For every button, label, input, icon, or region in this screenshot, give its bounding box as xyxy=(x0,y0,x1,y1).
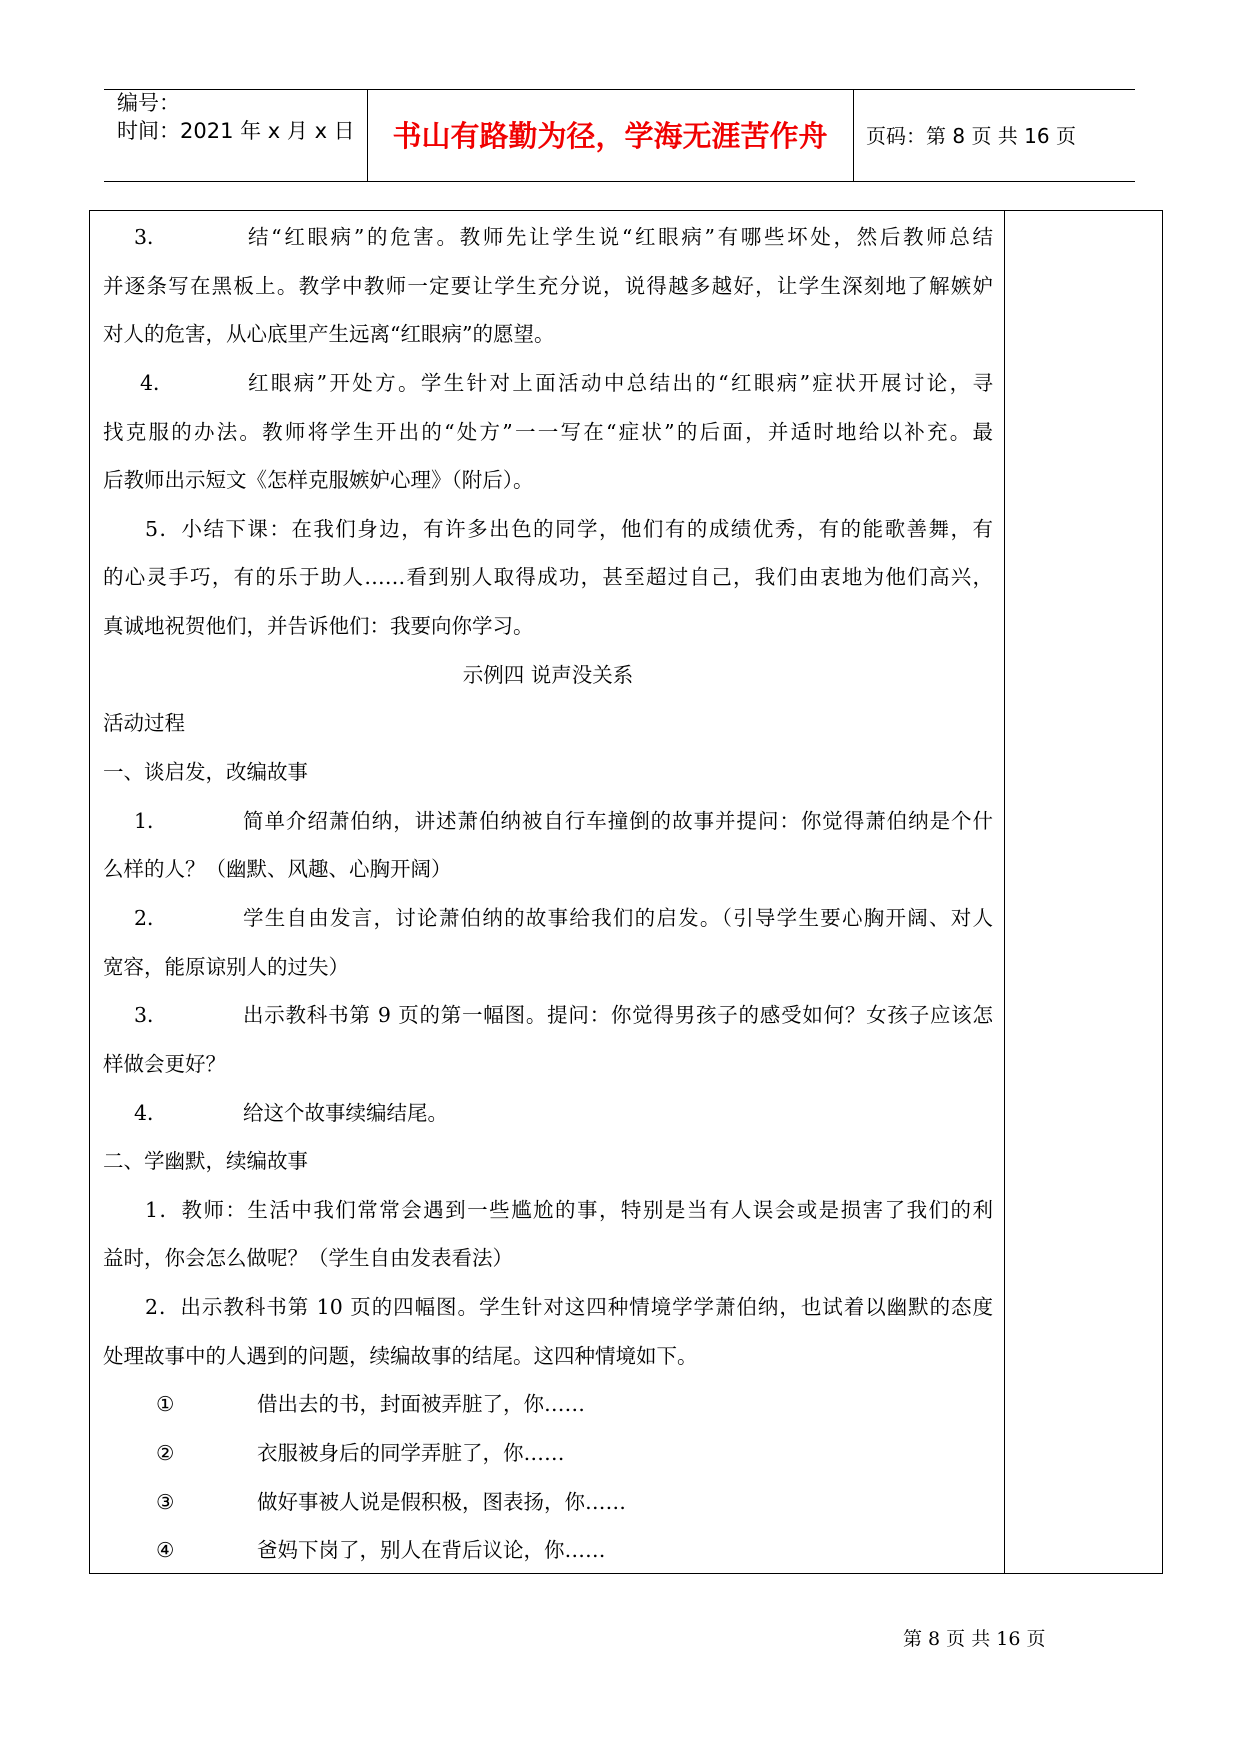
item-number: 4． xyxy=(134,1100,168,1125)
section-heading: 二、学幽默，续编故事 xyxy=(103,1149,308,1174)
header-top-rule xyxy=(104,89,1135,90)
situation-item xyxy=(103,1429,993,1478)
paragraph-line xyxy=(103,894,993,943)
process-label: 活动过程 xyxy=(103,711,185,736)
circled-number: ④ xyxy=(156,1538,175,1563)
example-title: 示例四 说声没关系 xyxy=(462,662,634,687)
paragraph-text: 5．小结下课：在我们身边，有许多出色的同学，他们有的成绩优秀，有的能歌善舞，有 xyxy=(145,516,993,541)
situation-item xyxy=(103,1478,993,1527)
paragraph-line: 益时，你会怎么做呢？（学生自由发表看法） xyxy=(103,1246,513,1271)
paragraph-line xyxy=(103,213,993,262)
paragraph-text: 红眼病”开处方。学生针对上面活动中总结出的“红眼病”症状开展讨论，寻 xyxy=(248,370,993,395)
item-number: 3． xyxy=(134,1003,168,1028)
motto-title: 书山有路勤为径，学海无涯苦作舟 xyxy=(392,119,828,153)
page-number-label: 页码：第 8 页 共 16 页 xyxy=(866,124,1076,148)
paragraph-line: 宽容，能原谅别人的过失） xyxy=(103,954,349,979)
item-number: 2． xyxy=(134,905,168,930)
date-label: 时间：2021 年 x 月 x 日 xyxy=(117,119,355,143)
paragraph-line: 对人的危害，从心底里产生远离“红眼病”的愿望。 xyxy=(103,322,555,347)
paragraph-line: 处理故事中的人遇到的问题，续编故事的结尾。这四种情境如下。 xyxy=(103,1343,698,1368)
serial-number-label: 编号： xyxy=(117,91,180,115)
paragraph-line: 样做会更好？ xyxy=(103,1051,226,1076)
paragraph-line xyxy=(103,797,993,846)
paragraph-line xyxy=(103,1283,993,1332)
paragraph-text: 给这个故事续编结尾。 xyxy=(243,1100,448,1125)
paragraph-line: 的心灵手巧，有的乐于助人……看到别人取得成功，甚至超过自己，我们由衷地为他们高兴， xyxy=(103,565,993,590)
section-heading: 一、谈启发，改编故事 xyxy=(103,760,308,785)
paragraph-text: 2．出示教科书第 10 页的四幅图。学生针对这四种情境学学萧伯纳，也试着以幽默的态度 xyxy=(145,1295,993,1320)
paragraph-text: 1．教师：生活中我们常常会遇到一些尴尬的事，特别是当有人误会或是损害了我们的利 xyxy=(145,1197,993,1222)
lesson-content xyxy=(103,213,993,1575)
paragraph-text: 学生自由发言，讨论萧伯纳的故事给我们的启发。（引导学生要心胸开阔、对人 xyxy=(243,905,993,930)
paragraph-line xyxy=(103,1186,993,1235)
circled-number: ② xyxy=(156,1441,175,1466)
paragraph-line: 后教师出示短文《怎样克服嫉妒心理》（附后）。 xyxy=(103,468,534,493)
paragraph-text: 简单介绍萧伯纳，讲述萧伯纳被自行车撞倒的故事并提问：你觉得萧伯纳是个什 xyxy=(243,808,993,833)
item-number: 3． xyxy=(134,225,168,249)
page-footer: 第 8 页 共 16 页 xyxy=(903,1628,1046,1650)
situation-text: 爸妈下岗了，别人在背后议论，你…… xyxy=(257,1538,606,1563)
paragraph-line: 找克服的办法。教师将学生开出的“处方”一一写在“症状”的后面，并适时地给以补充。最 xyxy=(103,419,993,444)
paragraph-line xyxy=(103,991,993,1040)
item-number: 1． xyxy=(134,808,168,833)
paragraph-line xyxy=(103,1089,993,1138)
notes-column-divider xyxy=(1004,211,1005,1573)
situation-item xyxy=(103,1380,993,1429)
situation-text: 借出去的书，封面被弄脏了，你…… xyxy=(257,1392,585,1417)
item-number: 4． xyxy=(140,370,174,395)
paragraph-line: 真诚地祝贺他们，并告诉他们：我要向你学习。 xyxy=(103,614,534,639)
paragraph-text: 结“红眼病”的危害。教师先让学生说“红眼病”有哪些坏处，然后教师总结 xyxy=(248,225,993,249)
paragraph-line xyxy=(103,505,993,554)
paragraph-line xyxy=(103,359,993,408)
situation-text: 衣服被身后的同学弄脏了，你…… xyxy=(257,1441,565,1466)
paragraph-line: 么样的人？（幽默、风趣、心胸开阔） xyxy=(103,857,452,882)
circled-number: ③ xyxy=(156,1489,175,1514)
header-divider xyxy=(853,89,854,182)
situation-text: 做好事被人说是假积极，图表扬，你…… xyxy=(257,1489,626,1514)
situation-item xyxy=(103,1526,993,1575)
circled-number: ① xyxy=(156,1392,175,1417)
paragraph-line: 并逐条写在黑板上。教学中教师一定要让学生充分说，说得越多越好，让学生深刻地了解嫉妒 xyxy=(103,273,993,298)
header-bottom-rule xyxy=(104,181,1135,182)
paragraph-text: 出示教科书第 9 页的第一幅图。提问：你觉得男孩子的感受如何？女孩子应该怎 xyxy=(243,1003,993,1028)
